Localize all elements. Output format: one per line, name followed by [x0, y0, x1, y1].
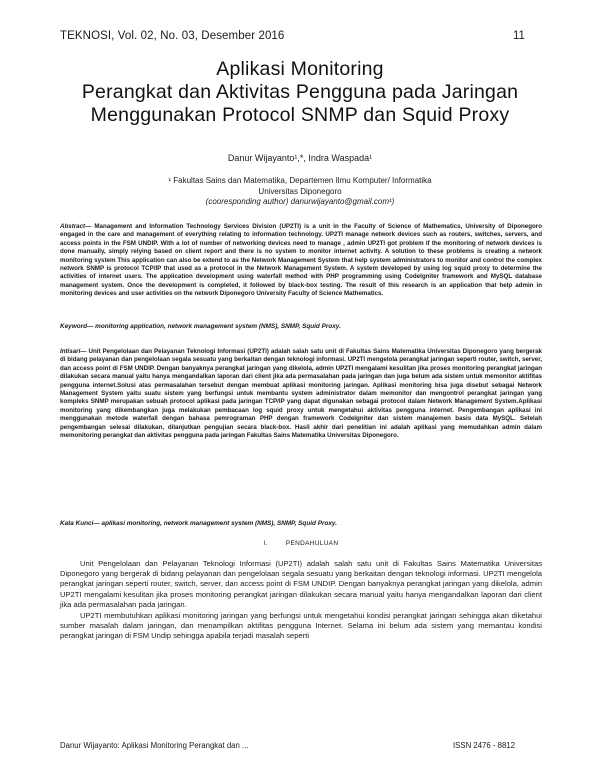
keywords: [60, 323, 542, 330]
kata-kunci: [60, 520, 542, 527]
section-title: PENDAHULUAN: [285, 540, 339, 547]
kata-kunci-text: aplikasi monitoring, network management system (NMS), SNMP, Squid Proxy.: [99, 520, 337, 527]
affiliation-line-2: Universitas Diponegoro: [258, 186, 342, 196]
journal-header: TEKNOSI, Vol. 02, No. 03, Desember 2016: [60, 30, 285, 42]
authors: Danur Wijayanto¹,*, Indra Waspada¹: [227, 153, 373, 163]
affiliation: [40, 176, 560, 208]
intisari-label: Intisari—: [60, 348, 87, 355]
section-number: I.: [263, 540, 268, 547]
keywords-text: monitoring application, network management system (NMS), SNMP, Squid Proxy.: [93, 323, 341, 330]
affiliation-line-1: ¹ Fakultas Sains dan Matematika, Departemen Ilmu Komputer/ Informatika: [168, 176, 432, 185]
title-line-3: Menggunakan Protocol SNMP dan Squid Proxy: [90, 104, 510, 126]
keywords-label: Keyword—: [60, 323, 94, 330]
body-text: [60, 559, 542, 643]
corresponding-email: (cooresponding author) danurwijayanto@gmail.com¹): [205, 197, 395, 206]
footer-issn: ISSN 2476 - 8812: [453, 741, 515, 750]
page-number: 11: [513, 30, 525, 42]
kata-kunci-label: Kata Kunci—: [60, 520, 100, 527]
title-line-2: Perangkat dan Aktivitas Pengguna pada Jaringan: [81, 81, 519, 103]
abstract: [60, 223, 542, 299]
paper-title: [40, 58, 560, 127]
intisari-text: Unit Pengelolaan dan Pelayanan Teknologi Informasi (UP2TI) adalah salah satu unit di Fakultas Sains Matematika Universitas Diponegoro yang bergerak di bidang pelayanan dan pengelolaan segala sesuatu yang berkaitan dengan teknologi informasi. UP2TI mengelola perangkat jaringan seperti router, switch, server, dan access point di FSM UNDIP. Dengan banyaknya perangkat jaringan yang dikelola, admin UP2TI mengalami kesulitan jika proses monitoring perangkat jaringan dilakukan secara manual yaitu hanya mengandalkan laporan dari client jika ada permasalahan pada jaringan dan juga belum ada sistem untuk memonitor aktifitas pengguna internet.Solusi atas permasalahan tersebut dengan membuat aplikasi monitoring jaringan. Aplikasi monitoring bisa juga disebut sebagai Network Management System yaitu suatu sistem yang berfungsi untuk membantu system administrator dalam memonitor dan mengontrol perangkat jaringan yang kompleks SNMP merupakan sebuah protocol aplikasi pada jaringan TCP/IP yang dapat digunakan sebagai protocol dalam Network Management System.Aplikasi monitoring yang dikembangkan juga melakukan pembacaan log squid proxy untuk mengetahui aktivitas pengguna internet. Pengembangan aplikasi ini menggunakan metode waterfall dengan bahasa pemrograman PHP dengan framework CodeIgniter dan sistem manajemen basis data MySQL. Setelah pengembangan selesai dilakukan, dilanjutkan pengujian secara black-box. Hasil akhir dari penelitian ini adalah aplikasi yang memudahkan admin dalam memonitoring perangkat dan aktivitas pengguna pada jaringan Fakultas Sains Matematika Universitas Diponegoro.: [60, 348, 542, 440]
footer-citation: Danur Wijayanto: Aplikasi Monitoring Perangkat dan ...: [60, 741, 249, 750]
body-paragraph-2: UP2TI membutuhkan aplikasi monitoring jaringan yang berfungsi untuk mengetahui kondisi perangkat jaringan sehingga akan diketahui sumber masalah dalam jaringan, dan menampilkan aktifitas pengguna Internet. Selama ini belum ada sistem yang memantau kondisi perangkat jaringan di FSM Undip sehingga apabila terjadi masalah seperti: [60, 611, 542, 641]
body-paragraph-1: Unit Pengelolaan dan Pelayanan Teknologi Informasi (UP2TI) adalah salah satu unit di Fakultas Sains Matematika Universitas Diponegoro yang bergerak di bidang pelayanan dan pengelolaan segala sesuatu yang berkaitan dengan teknologi informasi. UP2TI mengelola perangkat jaringan seperti router, switch, server, dan access point di FSM UNDIP. Dengan banyaknya perangkat jaringan yang dikelola, admin UP2TI mengalami kesulitan jika proses monitoring perangkat jaringan dilakukan secara manual yaitu hanya mengandalkan laporan dari client jika ada permasalahan pada jaringan.: [60, 559, 542, 609]
section-heading: [60, 540, 542, 547]
intisari: [60, 348, 542, 440]
title-line-1: Aplikasi Monitoring: [216, 58, 384, 80]
abstract-text: Management and Information Technology Services Division (UP2TI) is a unit in the Faculty of Science of Mathematics, University of Diponegoro engaged in the care and management of everything relating to information technology. UP2TI manage network devices such as routers, switches, servers, and access points in the FSM UNDIP. With a lot of number of networking devices need to manage , admin UP2TI got problem if the monitoring of network devices is done manually, simply relying based on client report and there is no system to monitor internet activity. A solution to these problems is creating a network monitoring system This application can also be extend to as the Network Management System that help system administrators to monitor and control the complex network SNMP is protocol TCP/IP that used as a protocol in the Network Management System. A system developed by using log squid proxy to determine the activities of internet users. The application development using waterfall method with PHP programming using CodeIgniter framework and MySQL database management system. Once the development is completed, it followed by black-box testing. The result of this research is an application that help admin in monitoring devices and user activities on the network Diponegoro University Faculty of Science Mathematics.: [60, 223, 542, 298]
abstract-label: Abstract—: [60, 223, 92, 230]
